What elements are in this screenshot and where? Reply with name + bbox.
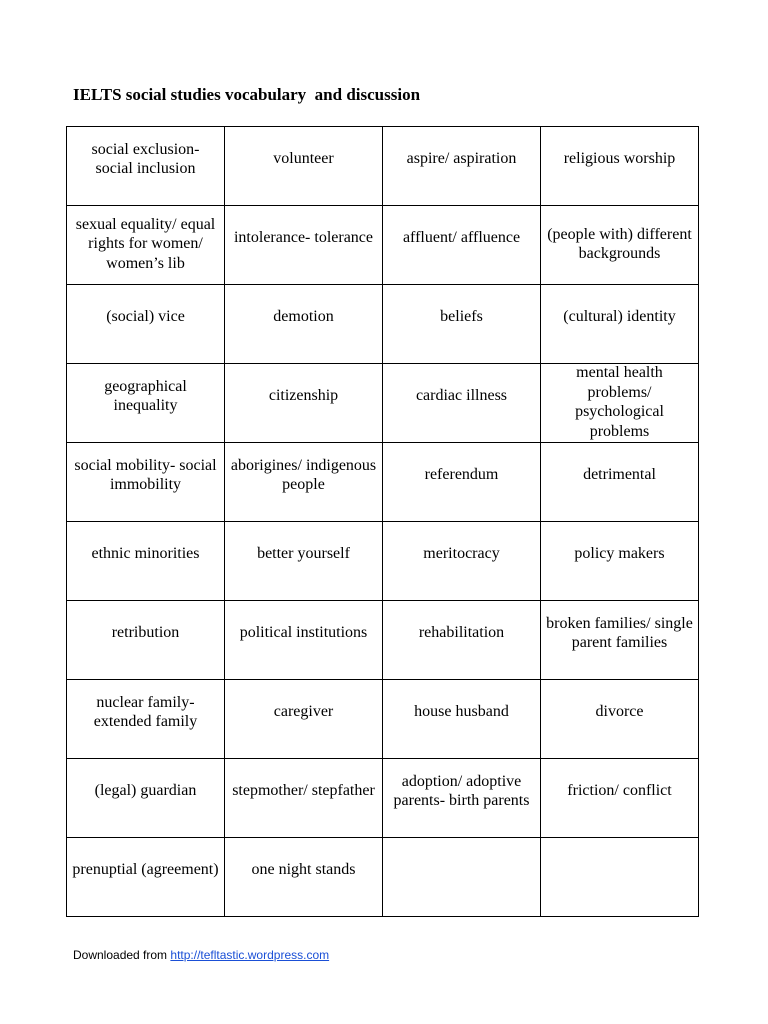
vocab-cell <box>67 759 225 838</box>
vocab-term: policy makers <box>574 545 665 563</box>
vocab-term: aspire/ aspiration <box>406 150 517 168</box>
vocab-cell <box>67 601 225 680</box>
vocab-term: intolerance- tolerance <box>233 229 374 247</box>
vocab-cell <box>383 601 541 680</box>
vocab-cell <box>225 127 383 206</box>
vocab-term: mental health problems/ psychological problems <box>575 364 664 440</box>
vocab-term: social exclusion- social inclusion <box>91 140 200 177</box>
vocab-term: broken families/ single parent families <box>546 614 693 651</box>
vocab-cell <box>67 364 225 443</box>
footer-prefix: Downloaded from <box>73 948 171 962</box>
vocab-cell <box>225 522 383 601</box>
vocabulary-table <box>66 126 699 917</box>
vocab-term: volunteer <box>273 150 334 168</box>
vocab-cell <box>225 285 383 364</box>
table-row <box>67 759 699 838</box>
vocab-term: religious worship <box>563 150 676 168</box>
vocab-term: sexual equality/ equal rights for women/ women’s lib <box>75 215 216 272</box>
vocab-cell <box>67 522 225 601</box>
vocab-cell <box>383 680 541 759</box>
vocab-cell <box>225 443 383 522</box>
vocab-term: geographical inequality <box>104 377 187 414</box>
vocab-cell <box>541 680 699 759</box>
vocab-cell <box>383 285 541 364</box>
table-row <box>67 285 699 364</box>
vocab-cell <box>383 364 541 443</box>
vocab-cell <box>541 522 699 601</box>
vocab-term: adoption/ adoptive parents- birth parents <box>393 772 530 809</box>
vocab-cell <box>225 680 383 759</box>
vocab-term: prenuptial (agreement) <box>72 861 219 879</box>
vocab-cell <box>67 838 225 917</box>
vocab-cell <box>67 680 225 759</box>
vocab-term: affluent/ affluence <box>402 229 521 247</box>
table-row <box>67 127 699 206</box>
empty-cell <box>541 838 699 917</box>
vocab-cell <box>67 206 225 285</box>
vocab-cell <box>67 443 225 522</box>
vocab-term: friction/ conflict <box>567 782 672 800</box>
table-row <box>67 838 699 917</box>
table-row <box>67 601 699 680</box>
vocab-term: retribution <box>111 624 180 642</box>
vocab-term: cardiac illness <box>415 387 508 405</box>
vocab-term: nuclear family- extended family <box>93 693 198 730</box>
vocab-cell <box>541 206 699 285</box>
vocab-cell <box>225 838 383 917</box>
vocab-term: (social) vice <box>106 308 185 326</box>
vocab-term: ethnic minorities <box>91 545 200 563</box>
vocab-term: referendum <box>424 466 499 484</box>
vocab-cell <box>383 522 541 601</box>
table-row <box>67 522 699 601</box>
vocab-cell <box>67 285 225 364</box>
vocab-term: better yourself <box>257 545 350 563</box>
download-footer <box>73 948 329 962</box>
table-row <box>67 206 699 285</box>
vocab-cell <box>383 206 541 285</box>
vocab-term: beliefs <box>440 308 483 326</box>
vocab-term: stepmother/ stepfather <box>232 782 375 800</box>
source-link[interactable]: http://tefltastic.wordpress.com <box>170 948 330 962</box>
vocab-term: (legal) guardian <box>94 782 197 800</box>
vocab-term: caregiver <box>273 703 334 721</box>
vocab-cell <box>383 443 541 522</box>
vocab-term: house husband <box>414 703 509 721</box>
vocab-cell <box>225 364 383 443</box>
vocab-cell <box>383 127 541 206</box>
vocab-cell <box>225 759 383 838</box>
vocab-term: one night stands <box>251 861 356 879</box>
table-row <box>67 364 699 443</box>
document-title: IELTS social studies vocabulary and discussion <box>73 85 421 104</box>
vocab-cell <box>541 601 699 680</box>
vocab-cell <box>225 206 383 285</box>
vocab-cell <box>541 364 699 443</box>
vocab-cell <box>541 759 699 838</box>
vocab-cell <box>383 759 541 838</box>
vocab-cell <box>541 443 699 522</box>
vocab-term: political institutions <box>239 624 368 642</box>
vocab-cell <box>67 127 225 206</box>
vocab-term: citizenship <box>268 387 339 405</box>
vocab-term: demotion <box>273 308 334 326</box>
vocab-term: meritocracy <box>423 545 500 563</box>
vocab-term: (cultural) identity <box>563 308 676 326</box>
vocab-cell <box>225 601 383 680</box>
empty-cell <box>383 838 541 917</box>
vocab-cell <box>541 285 699 364</box>
vocab-term: aborigines/ indigenous people <box>230 456 377 493</box>
vocab-term: rehabilitation <box>418 624 505 642</box>
vocab-term: (people with) different backgrounds <box>547 225 692 262</box>
vocab-term: social mobility- social immobility <box>74 456 217 493</box>
table-row <box>67 680 699 759</box>
vocab-term: detrimental <box>583 466 656 484</box>
table-row <box>67 443 699 522</box>
vocab-term: divorce <box>595 703 644 721</box>
vocab-cell <box>541 127 699 206</box>
